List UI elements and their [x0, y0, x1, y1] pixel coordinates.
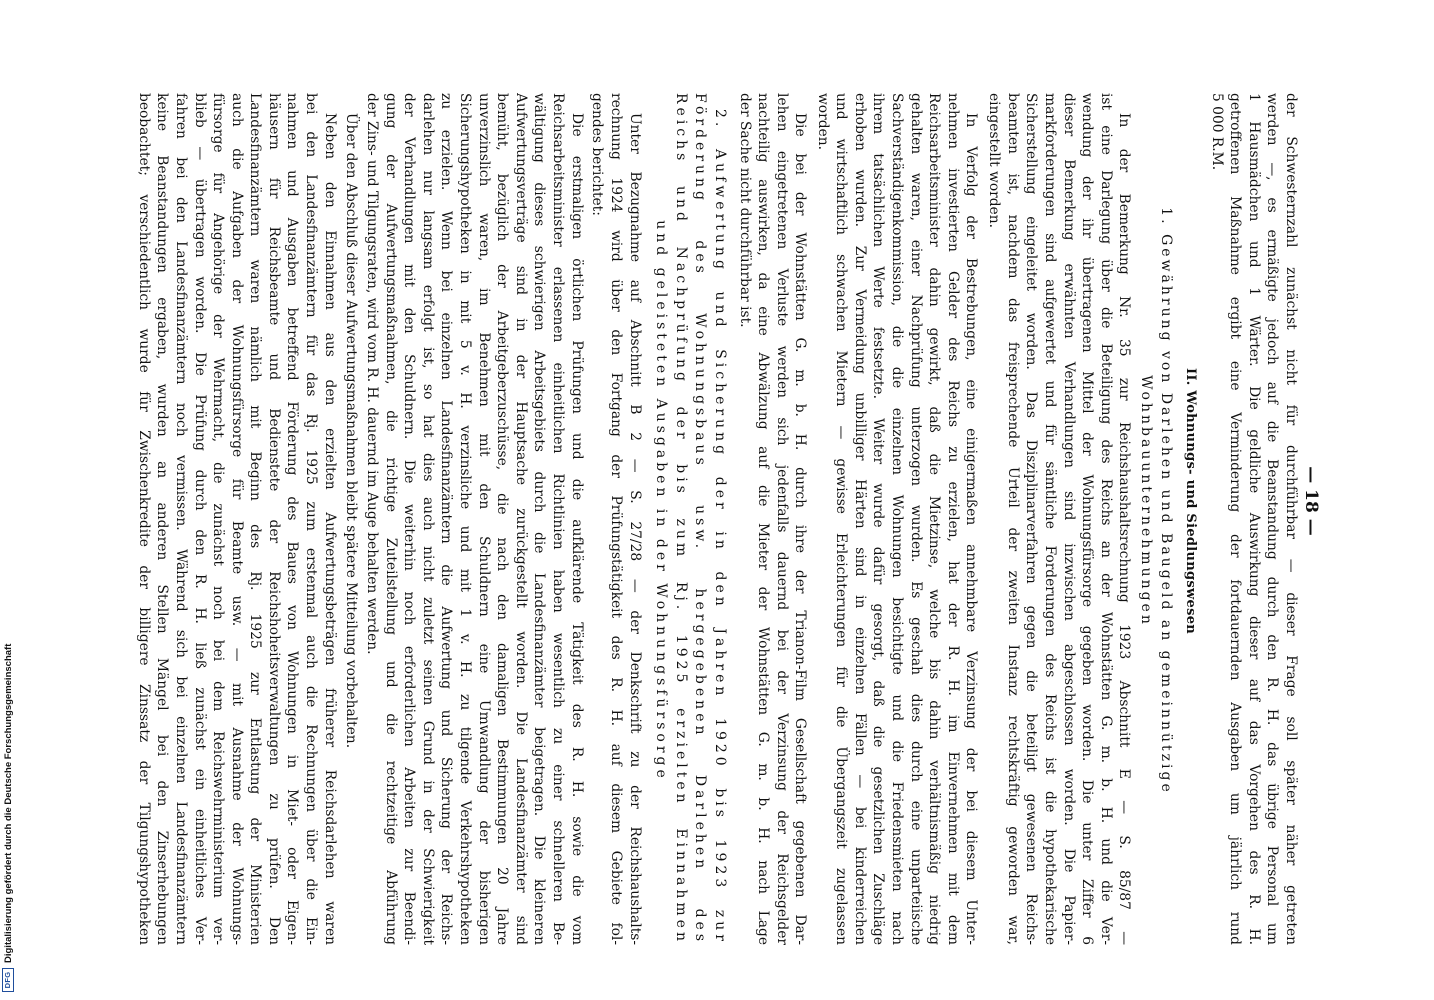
paragraph [341, 93, 360, 945]
text-line: und wirtschaftlich schwachen Mietern — gewisse Erleichterungen für die Übergangszeit zugelassen [833, 93, 850, 945]
text-line: In der Bemerkung Nr. 35 zur Reichshaushaltsrechnung 1923 Abschnitt E — S. 85/87 — [1116, 113, 1133, 945]
subsection-title-line: und geleisteten Ausgaben in der Wohnungsfürsorge [653, 220, 670, 782]
text-line: Neben den Einnahmen aus den erzielten Aufwertungsbeträgen früherer Reichsdarlehen waren [321, 113, 338, 945]
subsection-title-line: Reichs und Nachprüfung der bis zum Rj. 1925 erzielten Einnahmen [672, 93, 689, 945]
text-line: gehalten waren, einer Nachprüfung unterzogen wurden. Es geschah dies durch eine unparteiische [907, 93, 924, 945]
text-line: erhoben wurden. Zur Vermeidung unbilliger Härten sind in einzelnen Fällen — bei kinderreichen [851, 93, 868, 945]
text-line: unverzinslich waren, im Benehmen mit den Schuldnern eine Umwandlung der bisherigen [475, 93, 492, 945]
text-line: Sachverständigenkommission, die die einzelnen Wohnungen besichtigte und die Friedensmieten nach [889, 93, 906, 945]
text-line: bemüht, bezüglich der Arbeitgeberzuschüsse, die nach den damaligen Bestimmungen 20 Jahre [494, 93, 511, 945]
subsection-title-line: Wohnbauunternehmungen [1138, 375, 1155, 627]
text-line: rechnung 1924 wird über den Fortgang der Prüfungstätigkeit des R. H. auf diesem Gebiete fol- [607, 93, 624, 945]
text-line: Über den Abschluß dieser Aufwertungsmaßnahmen bleibt spätere Mitteilung vorbehalten. [342, 113, 359, 749]
text-line: lehen eingetretenen Verluste werden sich jedenfalls dauernd bei der Verzinsung der Reichsgelder [773, 93, 790, 945]
text-line: 5 000 R.M. [1208, 93, 1225, 171]
text-line: Reichsarbeitsminister erlassenen einheitlichen Richtlinien haben wesentlich zu einer schnelleren Be- [550, 93, 566, 945]
page-number: — 18 — [1301, 466, 1321, 536]
text-line: 1 Hausmädchen und 1 Wärter. Die geldliche Auswirkung dieser auf das Vorgehen des R. H. [1245, 93, 1262, 945]
text-line: zu erzielen. Wenn bei einzelnen Landesfinanzämtern die Aufwertung und Sicherung der Reichs- [438, 93, 455, 945]
text-line: bei den Landesfinanzämtern für das Rj. 1925 zum erstenmal auch die Rechnungen über die Ein- [303, 93, 320, 945]
text-line: ihrem tatsächlichen Werte festsetzte. Weiter wurde dafür gesorgt, daß die gesetzlichen Zuschläge [870, 93, 887, 945]
text-line: Landesfinanzämtern waren nämlich mit Beginn des Rj. 1925 zur Entlastung der Ministerien [247, 93, 264, 945]
text-line: worden. [814, 93, 831, 150]
section-heading [1181, 93, 1200, 945]
text-line: dieser Bemerkung erwähnten Verhandlungen sind inzwischen abgeschlossen worden. Die Papier- [1060, 93, 1077, 945]
text-line: beobachtet; verschiedentlich wurde für Zwischenkredite der billigere Zinssatz der Tilgungshypotheken [135, 93, 152, 945]
subsection-title-line: 1. Gewährung von Darlehen und Baugeld an gemeinnützige [1158, 207, 1175, 795]
paragraph [813, 93, 980, 945]
paragraph [735, 93, 809, 945]
text-line: fahren bei den Landesfinanzämtern noch vermissen. Während sich bei einzelnen Landesfinanzämtern [172, 93, 189, 945]
text-line: werden —, es ermäßigte jedoch auf die Beanstandung durch den R. H. das übrige Personal um [1264, 93, 1281, 945]
text-line: Sicherungshypotheken in mit 5 v. H. verzinsliche und mit 1 v. H. zu tilgende Verkehrshypotheken [457, 93, 474, 945]
text-line: nahmen und Ausgaben betreffend Förderung des Baues von Wohnungen in Miet- oder Eigen- [284, 93, 301, 945]
text-line: Aufwertungsverträge sind in der Hauptsache zurückgestellt worden. Die Landesfinanzämter sind [512, 93, 529, 945]
text-line: keine Beanstandungen ergaben, wurden an anderen Stellen Mängel bei den Zinserhebungen [154, 93, 171, 945]
text-line: der Sache nicht durchführbar ist. [736, 93, 753, 328]
text-line: häusern für Reichsbeamte und Bedienstete der Reichshoheitsverwaltungen zu prüfen. Den [265, 93, 282, 945]
text-line: der Zins- und Tilgungsraten, wird vom R. H. dauernd im Auge behalten werden. [364, 93, 381, 655]
paragraph [985, 93, 1134, 945]
subsection-heading [1136, 93, 1176, 945]
text-line: fürsorge für Angehörige der Wehrmacht, die zunächst noch bei dem Reichswehrministerium ver- [210, 93, 227, 945]
text-line: Die erstmaligen örtlichen Prüfungen und die aufklärende Tätigkeit des R. H. sowie die vom [568, 113, 585, 945]
section-title: II. Wohnungs- und Siedlungswesen [1183, 367, 1199, 635]
text-line: wendung der ihr übertragenen Mittel der Wohnungsfürsorge gegeben worden. Die unter Ziffer 6 [1079, 93, 1096, 945]
text-line: getroffenen Maßnahme ergibt eine Verminderung der fortdauernden Ausgaben um jährlich rund [1227, 93, 1244, 945]
text-line: Unter Bezugnahme auf Abschnitt B 2 — S. 27/28 — der Denkschrift zu der Reichshaushalts- [626, 113, 643, 945]
text-line: der Verhandlungen mit den Schuldnern. Die weiterhin noch erforderlichen Arbeiten zur Beendi- [401, 93, 418, 945]
text-line: ist eine Darlegung über die Beteiligung des Reichs an der Wohnstätten G. m. b. H. und die Ver- [1097, 93, 1114, 945]
text-line: nachteilig auswirken, da eine Abwälzung auf die Mieter der Wohnstätten G. m. b. H. nach Lage [755, 93, 772, 945]
digitization-footer [0, 600, 16, 1000]
text-line: gendes berichtet: [589, 93, 606, 216]
dfg-logo: DFG [2, 968, 14, 992]
text-line: darlehen nur langsam erfolgt ist, so hat dies auch nicht zuletzt seinen Grund in der Schwierigkeit [419, 93, 436, 945]
continued-paragraph [1207, 93, 1300, 945]
text-line: der Schwesternzahl zunächst nicht für durchführbar — dieser Frage soll später näher getreten [1283, 93, 1299, 945]
text-line: blieb — übertragen worden. Die Prüfung durch den R. H. ließ zunächst ein einheitliches Ver- [191, 93, 208, 945]
subsection-title-line: Förderung des Wohnungsbaus usw. hergegebenen Darlehen des [692, 93, 709, 945]
text-line: Sicherstellung eingeleitet worden. Das Disziplinarverfahren gegen die beteiligt gewesenen Reichs- [1023, 93, 1040, 945]
text-line: markforderungen sind aufgewertet und für sämtliche Forderungen des Reichs ist die hypothekarische [1042, 93, 1058, 945]
subsection-title-line: 2. Aufwertung und Sicherung der in den Jahren 1920 bis 1923 zur [712, 109, 729, 945]
text-line: auch die Aufgaben der Wohnungsfürsorge für Beamte usw. — mit Ausnahme der Wohnungs- [228, 93, 245, 945]
text-line: Reichsarbeitsminister dahin gewirkt, daß die Mietzinse, welche bis dahin verhältnismäßig niedrig [926, 93, 943, 945]
text-line: wältigung dieses schwierigen Arbeitsgebiets durch die Landesfinanzämter beigetragen. Die kleineren [531, 93, 548, 945]
text-line: In Verfolg der Bestrebungen, eine einigermaßen annehmbare Verzinsung der bei diesem Unter- [963, 113, 980, 945]
text-line: gung der Aufwertungsmaßnahmen, die richtige Zuteilstellung und die rechtzeitige Abführung [382, 93, 399, 945]
subsection-heading [651, 93, 729, 945]
text-line: Die bei der Wohnstätten G. m. b. H. durch ihre der Trianon-Film Gesellschaft gegebenen Dar- [792, 113, 809, 945]
text-column [134, 93, 1340, 945]
paragraph [134, 93, 339, 945]
text-line: nehmen investierten Gelder des Reichs zu erzielen, hat der R. H. im Einvernehmen mit dem [944, 93, 961, 945]
paragraph [588, 93, 644, 945]
paragraph [362, 93, 585, 945]
text-line: beamten ist, nachdem das freisprechende Urteil der zweiten Instanz rechtskräftig geworden war, [1004, 93, 1021, 945]
footer-text: Digitalisierung gefördert durch die Deutsche Forschungsgemeinschaft [2, 643, 14, 963]
text-line: eingestellt worden. [986, 93, 1003, 228]
